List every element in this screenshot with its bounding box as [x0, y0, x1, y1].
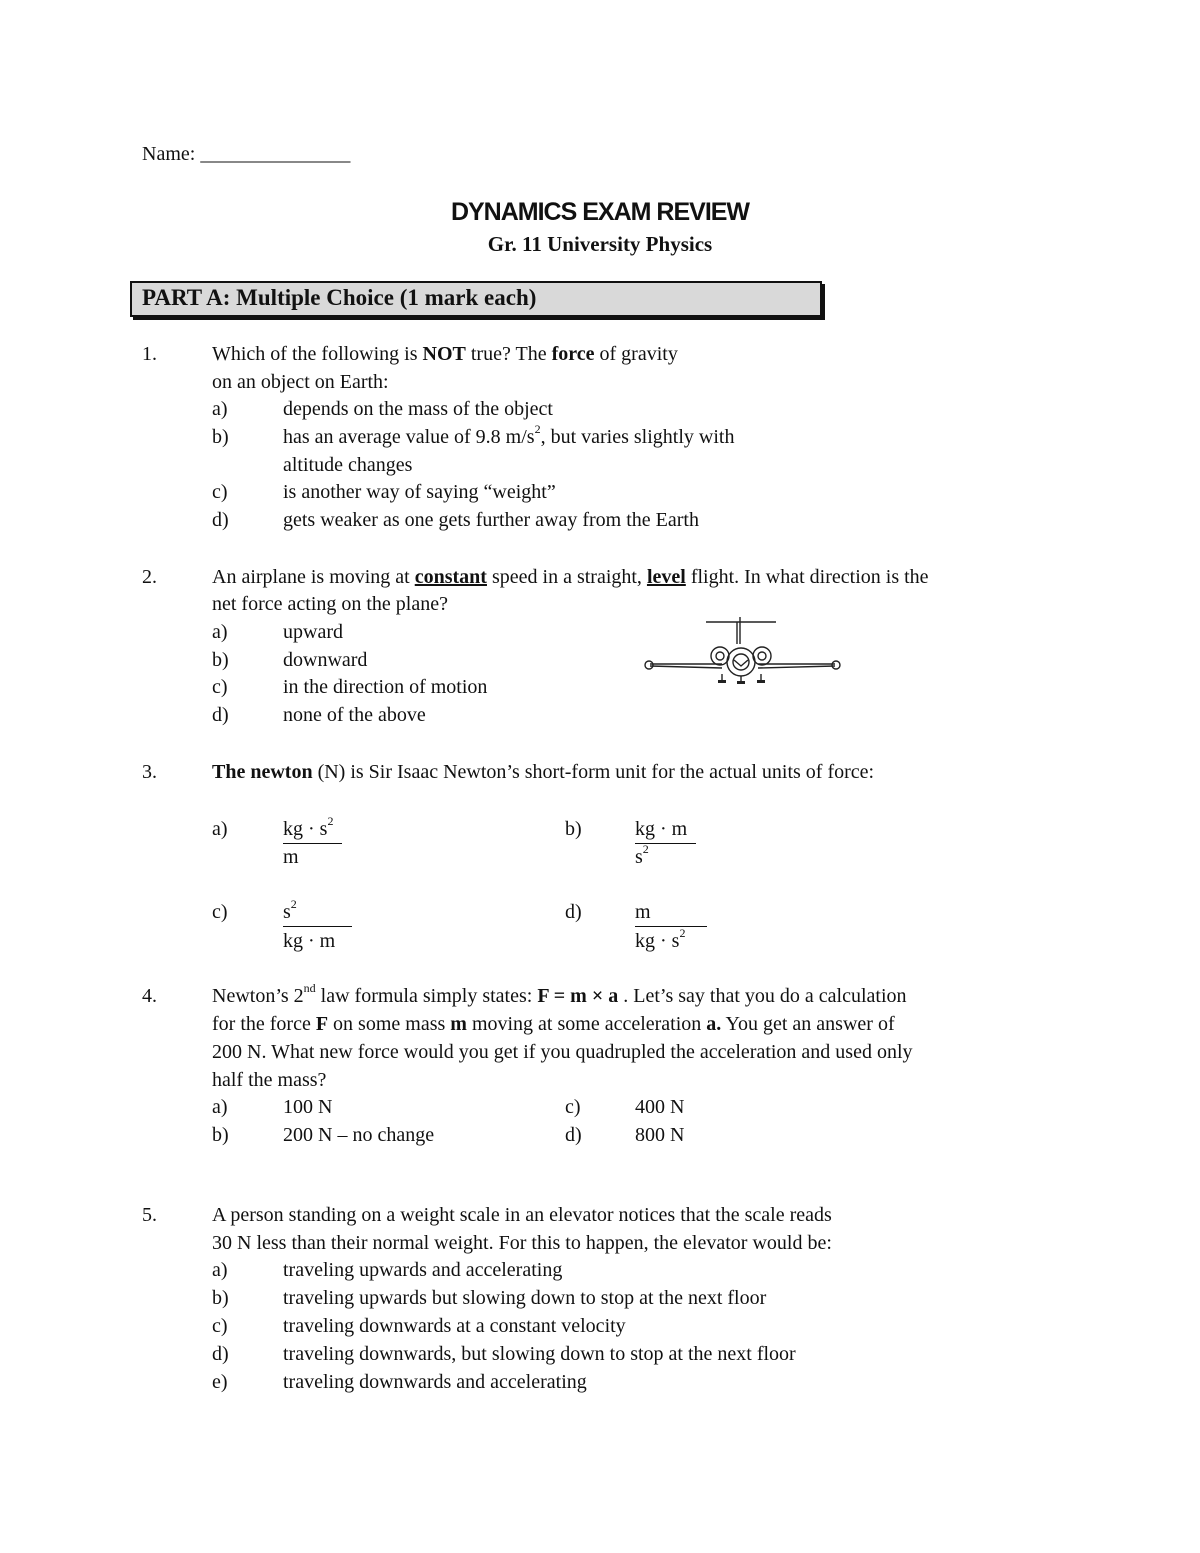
- question-number: 5.: [142, 1204, 157, 1226]
- question-text: for the force F on some mass m moving at some acceleration a. You get an answer of: [212, 1013, 895, 1035]
- option-text: 100 N: [283, 1096, 333, 1118]
- option-label: c): [212, 481, 228, 503]
- option-text: traveling upwards but slowing down to stop at the next floor: [283, 1287, 767, 1309]
- option-label: c): [212, 1315, 228, 1337]
- question-text: on an object on Earth:: [212, 371, 389, 393]
- option-text: 400 N: [635, 1096, 685, 1118]
- option-label: c): [212, 676, 228, 698]
- fraction-numerator: kg · $s^2$: [283, 815, 342, 844]
- question-text: A person standing on a weight scale in an elevator notices that the scale reads: [212, 1204, 832, 1226]
- question-text: 200 N. What new force would you get if you quadrupled the acceleration and used only: [212, 1041, 913, 1063]
- question-text: Newton’s 2nd law formula simply states: F = m × a . Let’s say that you do a calculation: [212, 981, 907, 1007]
- option-label: e): [212, 1371, 228, 1393]
- option-label: d): [212, 1343, 229, 1365]
- option-label: b): [212, 1124, 229, 1146]
- option-text: gets weaker as one gets further away from the Earth: [283, 509, 699, 531]
- option-label: c): [565, 1096, 581, 1118]
- option-label: a): [212, 621, 228, 643]
- question-number: 4.: [142, 985, 157, 1007]
- option-text: downward: [283, 649, 368, 671]
- part-a-heading-box: [130, 281, 822, 317]
- fraction-denominator: kg · $s^2$: [635, 926, 686, 952]
- option-label: a): [212, 1096, 228, 1118]
- question-text: net force acting on the plane?: [212, 593, 448, 615]
- name-blank: _______________: [200, 143, 351, 165]
- question-text: Which of the following is NOT true? The force of gravity: [212, 343, 678, 365]
- option-text: altitude changes: [283, 454, 413, 476]
- fraction-numerator: $s^2$: [283, 898, 352, 927]
- option-text: traveling downwards, but slowing down to stop at the next floor: [283, 1343, 796, 1365]
- name-label: Name:: [142, 143, 196, 165]
- option-label: b): [212, 1287, 229, 1309]
- option-text: 200 N – no change: [283, 1124, 435, 1146]
- option-text: traveling downwards and accelerating: [283, 1371, 587, 1393]
- option-label: d): [565, 901, 582, 923]
- question-number: 2.: [142, 566, 157, 588]
- name-field: [142, 143, 350, 166]
- fraction-denominator: $s^2$: [635, 842, 649, 868]
- fraction-numerator: kg · m: [635, 815, 696, 844]
- question-number: 3.: [142, 761, 157, 783]
- option-label: a): [212, 818, 228, 840]
- option-label: b): [565, 818, 582, 840]
- option-label: a): [212, 1259, 228, 1281]
- option-text: traveling downwards at a constant velocity: [283, 1315, 626, 1337]
- fraction-denominator: m: [283, 846, 299, 868]
- fraction-denominator: kg · m: [283, 930, 336, 952]
- option-text: 800 N: [635, 1124, 685, 1146]
- option-text: is another way of saying “weight”: [283, 481, 556, 503]
- question-text: half the mass?: [212, 1069, 327, 1091]
- option-label: b): [212, 426, 229, 448]
- option-text: has an average value of 9.8 $m/s^2$, but varies slightly with: [283, 422, 735, 448]
- option-label: d): [565, 1124, 582, 1146]
- fraction-numerator: m: [635, 898, 707, 927]
- page-subtitle: Gr. 11 University Physics: [487, 232, 713, 256]
- option-label: c): [212, 901, 228, 923]
- question-text: An airplane is moving at constant speed in a straight, level flight. In what direction is the: [212, 566, 929, 588]
- option-text: upward: [283, 621, 343, 643]
- option-label: b): [212, 649, 229, 671]
- option-label: d): [212, 704, 229, 726]
- option-text: depends on the mass of the object: [283, 398, 553, 420]
- question-number: 1.: [142, 343, 157, 365]
- option-text: none of the above: [283, 704, 426, 726]
- option-text: in the direction of motion: [283, 676, 488, 698]
- question-text: The newton (N) is Sir Isaac Newton’s short-form unit for the actual units of force:: [212, 761, 875, 783]
- option-text: traveling upwards and accelerating: [283, 1259, 563, 1281]
- option-label: d): [212, 509, 229, 531]
- part-a-heading: PART A: Multiple Choice (1 mark each): [142, 285, 537, 310]
- question-text: 30 N less than their normal weight. For this to happen, the elevator would be:: [212, 1232, 832, 1254]
- airplane-icon: [640, 614, 845, 686]
- option-label: a): [212, 398, 228, 420]
- page-title: DYNAMICS EXAM REVIEW: [450, 198, 750, 226]
